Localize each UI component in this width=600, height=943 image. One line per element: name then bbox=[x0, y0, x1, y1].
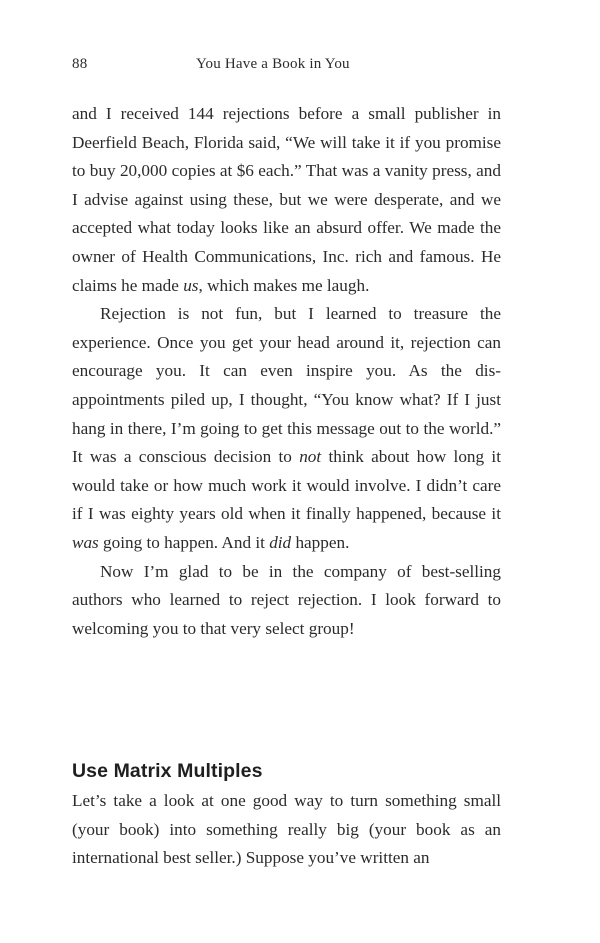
book-title: You Have a Book in You bbox=[196, 56, 350, 72]
text-segment: Now I’m glad to be in the company of best-selling authors who learned to reject rejection. I look forward to welcoming you to that very select group! bbox=[72, 561, 501, 638]
page-number: 88 bbox=[72, 56, 88, 72]
text-segment: Rejection is not fun, but I learned to treasure the experience. Once you get your head around it, rejection can encourage you. It can even inspire you. As the disappointments piled up, I thought, “You know what? If I just hang in there, I’m going to get this message out to the world.” It was a conscious decision to bbox=[72, 304, 501, 467]
paragraph bbox=[72, 558, 501, 644]
paragraph: Let’s take a look at one good way to turn something small (your book) into something really big (your book as an international best seller.) Suppose you’ve written an bbox=[72, 791, 501, 868]
text-segment: think about how long it would take or how much work it would involve. I didn’t care if I was eighty years old when it finally happened, because it bbox=[72, 447, 501, 524]
emphasized-text: was bbox=[72, 532, 99, 552]
text-segment: going to happen. And it bbox=[98, 532, 270, 552]
text-segment: , which makes me laugh. bbox=[198, 275, 370, 295]
section-heading: Use Matrix Multiples bbox=[72, 760, 263, 782]
text-segment: and I received 144 rejections before a small publisher in Deerfield Beach, Florida said, “We will take it if you promise to buy 20,000 copies at $6 each.” That was a vanity press, and I advise against using these, but we were desperate, and we accepted what today looks like an absurd offer. We made the owner of Health Communications, Inc. rich and famous. He claims he made bbox=[72, 104, 501, 295]
body-text bbox=[72, 100, 501, 643]
paragraph bbox=[72, 300, 501, 557]
emphasized-text: not bbox=[299, 447, 322, 467]
paragraph bbox=[72, 100, 501, 300]
text-segment: happen. bbox=[291, 532, 350, 552]
emphasized-text: us bbox=[183, 275, 199, 295]
section-body bbox=[72, 787, 501, 873]
emphasized-text: did bbox=[269, 532, 292, 552]
running-head bbox=[72, 56, 502, 78]
